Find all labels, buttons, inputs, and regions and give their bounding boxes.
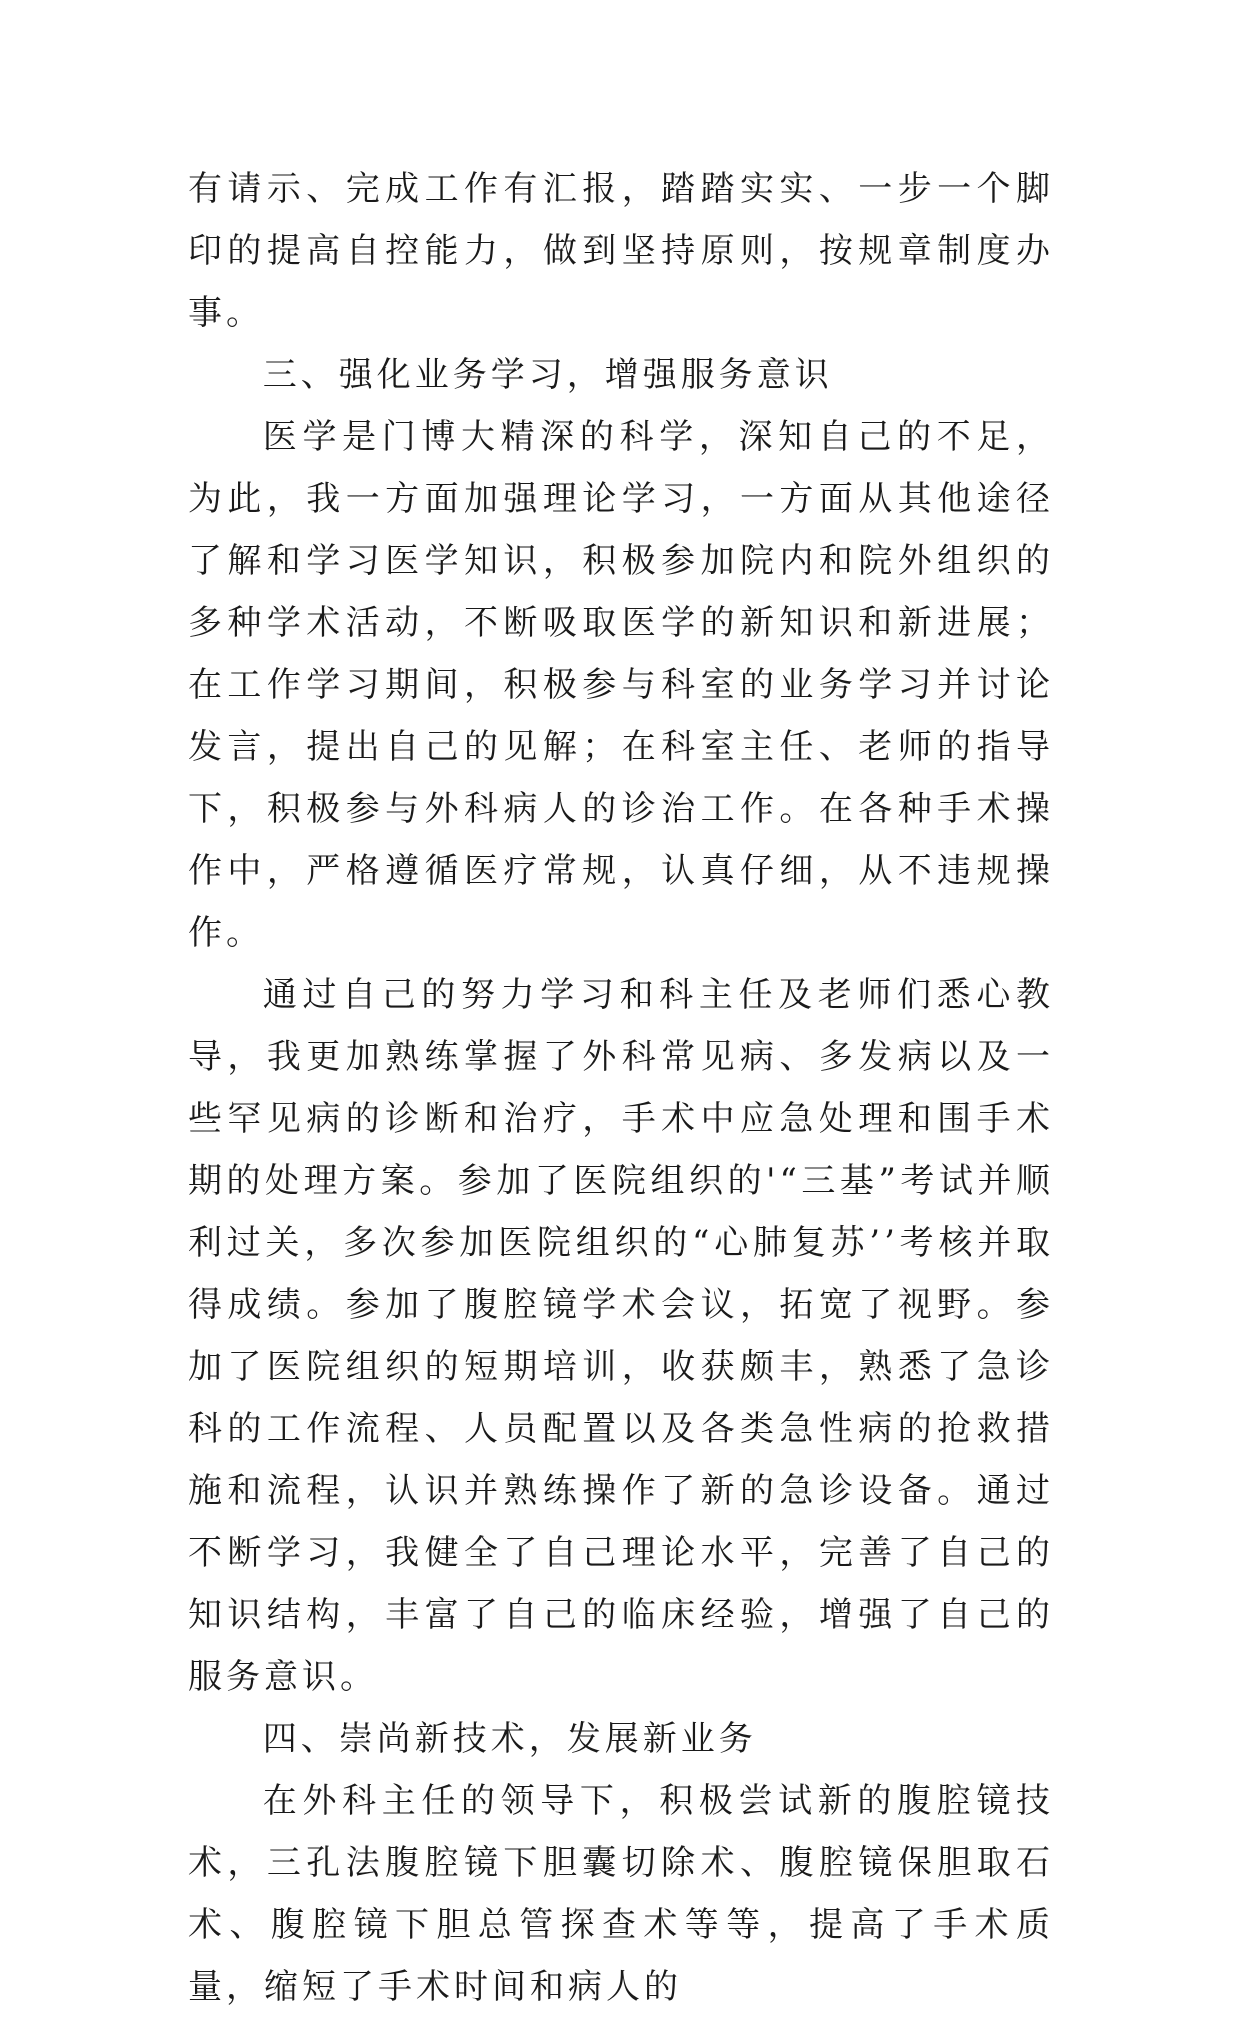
- paragraph-study: 医学是门博大精深的科学，深知自己的不足，为此，我一方面加强理论学习，一方面从其他途径了解和学习医学知识，积极参加院内和院外组织的多种学术活动，不断吸取医学的新知识和新进展；在工作学习期间，积极参与科室的业务学习并讨论发言，提出自己的见解；在科室主任、老师的指导下，积极参与外科病人的诊治工作。在各种手术操作中，严格遵循医疗常规，认真仔细，从不违规操作。: [188, 417, 1054, 953]
- paragraph-new-technology: 在外科主任的领导下，积极尝试新的腹腔镜技术，三孔法腹腔镜下胆囊切除术、腹腔镜保胆取石术、腹腔镜下胆总管探查术等等，提高了手术质量，缩短了手术时间和病人的: [188, 1781, 1054, 2007]
- document-body: [188, 158, 1054, 2018]
- paragraph-continuation: 有请示、完成工作有汇报，踏踏实实、一步一个脚印的提高自控能力，做到坚持原则，按规章制度办事。: [188, 169, 1054, 333]
- section-heading-four: 四、崇尚新技术，发展新业务: [262, 1719, 757, 1759]
- paragraph-progress: 通过自己的努力学习和科主任及老师们悉心教导，我更加熟练掌握了外科常见病、多发病以及一些罕见病的诊断和治疗，手术中应急处理和围手术期的处理方案。参加了医院组织的'“三基”考试并顺利过关，多次参加医院组织的“心肺复苏’’考核并取得成绩。参加了腹腔镜学术会议，拓宽了视野。参加了医院组织的短期培训，收获颇丰，熟悉了急诊科的工作流程、人员配置以及各类急性病的抢救措施和流程，认识并熟练操作了新的急诊设备。通过不断学习，我健全了自己理论水平，完善了自己的知识结构，丰富了自己的临床经验，增强了自己的服务意识。: [188, 975, 1054, 1697]
- section-heading-three: 三、强化业务学习，增强服务意识: [262, 355, 833, 395]
